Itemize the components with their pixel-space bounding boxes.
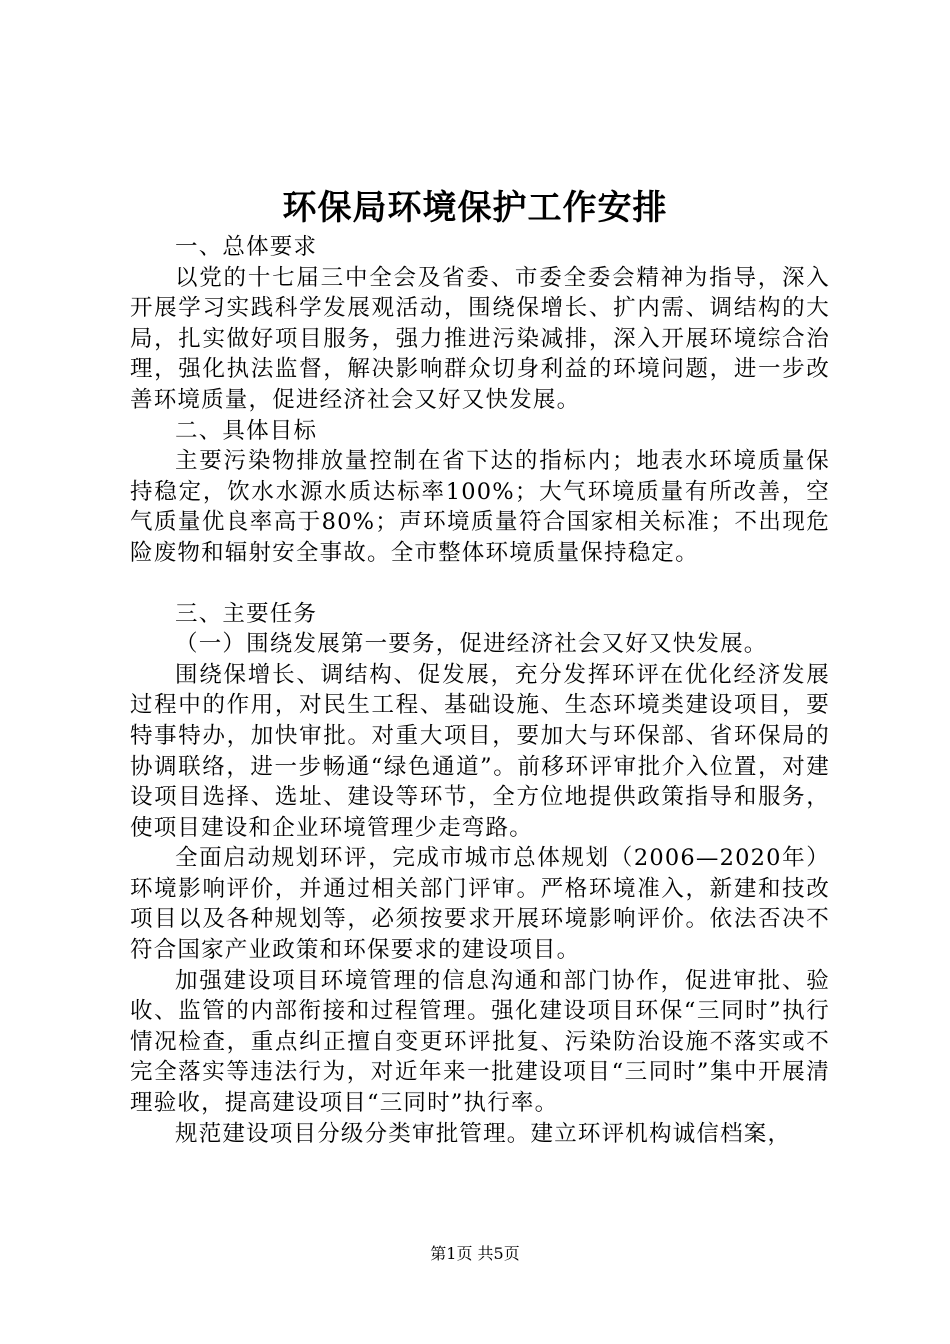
paragraph-task-one-a: 围绕保增长、调结构、促发展，充分发挥环评在优化经济发展过程中的作用，对民生工程、基础设施、生态环境类建设项目，要特事特办，加快审批。对重大项目，要加大与环保部、省环保局的协调联络，进一步畅通“绿色通道”。前移环评审批介入位置，对建设项目选择、选址、建设等环节，全方位地提供政策指导和服务，使项目建设和企业环境管理少走弯路。 (130, 661, 830, 841)
document-title: 环保局环境保护工作安排 (282, 188, 668, 228)
paragraph-task-one-d: 规范建设项目分级分类审批管理。建立环评机构诚信档案， (175, 1120, 792, 1147)
section-heading-specific-goals: 二、具体目标 (175, 417, 318, 444)
section-heading-general-requirements: 一、总体要求 (175, 234, 318, 260)
section-heading-main-tasks: 三、主要任务 (175, 600, 318, 627)
subheading-task-one: （一）围绕发展第一要务，促进经济社会又好又快发展。 (175, 631, 768, 658)
paragraph-task-one-b: 全面启动规划环评，完成市城市总体规划（2006—2020年）环境影响评价，并通过相关部门评审。严格环境准入，新建和技改项目以及各种规划等，必须按要求开展环境影响评价。依法否决不符合国家产业政策和环保要求的建设项目。 (130, 845, 830, 964)
document-body (130, 232, 830, 1149)
page-footer: 第1页 共5页 (430, 1244, 520, 1263)
paragraph-general-requirements: 以党的十七届三中全会及省委、市委全委会精神为指导，深入开展学习实践科学发展观活动，围绕保增长、扩内需、调结构的大局，扎实做好项目服务，强力推进污染减排，深入开展环境综合治理，强化执法监督，解决影响群众切身利益的环境问题，进一步改善环境质量，促进经济社会又好又快发展。 (130, 264, 830, 413)
paragraph-task-one-c: 加强建设项目环境管理的信息沟通和部门协作，促进审批、验收、监管的内部衔接和过程管理。强化建设项目环保“三同时”执行情况检查，重点纠正擅自变更环评批复、污染防治设施不落实或不完全落实等违法行为，对近年来一批建设项目“三同时”集中开展清理验收，提高建设项目“三同时”执行率。 (130, 967, 830, 1117)
paragraph-specific-goals: 主要污染物排放量控制在省下达的指标内；地表水环境质量保持稳定，饮水水源水质达标率100%；大气环境质量有所改善，空气质量优良率高于80%；声环境质量符合国家相关标准；不出现危险废物和辐射安全事故。全市整体环境质量保持稳定。 (130, 448, 830, 566)
